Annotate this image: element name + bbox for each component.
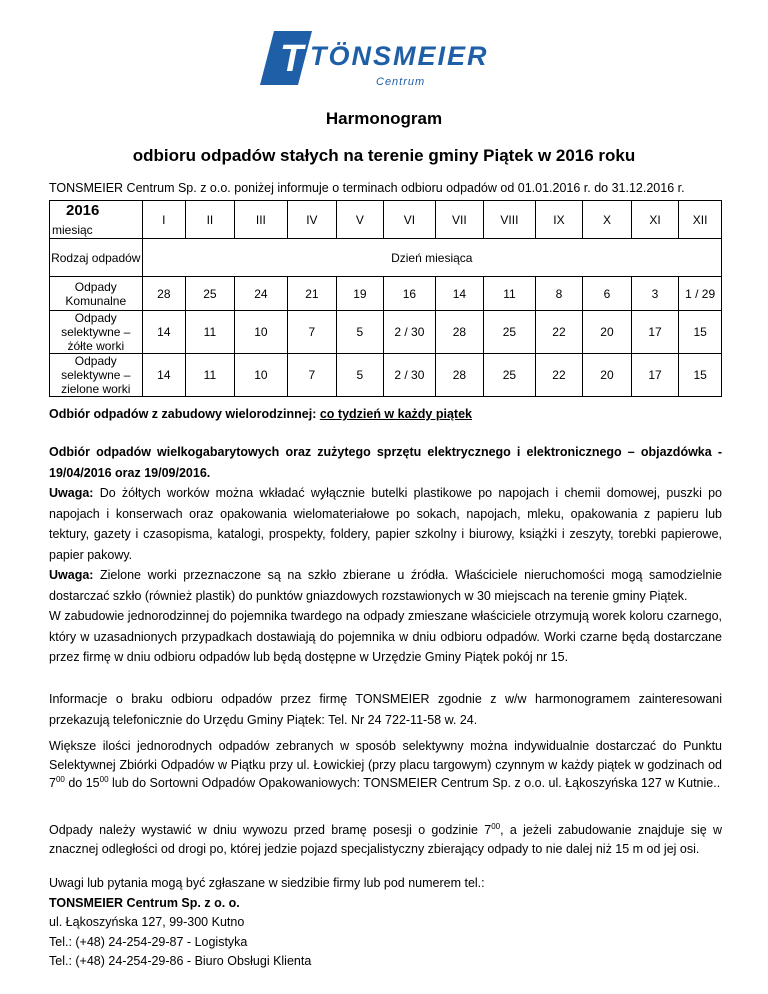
waste-type: Odpady selektywne – zielone worki [50,354,143,397]
month-header: VI [384,201,435,239]
day-cell: 5 [336,311,384,354]
month-header: X [583,201,632,239]
day-cell: 5 [336,354,384,397]
contact-block [49,874,485,972]
bulky-text: Odbiór odpadów wielkogabarytowych oraz zużytego sprzętu elektrycznego i elektronicznego – objazdówka - 19/04/2016 oraz 19/09/2016. [49,445,722,480]
day-cell: 20 [583,311,632,354]
contact-address: ul. Łąkoszyńska 127, 99-300 Kutno [49,915,245,929]
table-row-daylabel [50,239,722,277]
schedule-table [49,200,722,397]
table-row [50,277,722,311]
day-cell: 10 [234,354,287,397]
table-row [50,354,722,397]
yellow-note-text: Do żółtych worków można wkładać wyłącznie butelki plastikowe po napojach i chemii domowej, puszki po napojach i konserwach oraz opakowania wielomateriałowe po sokach, napojach, mleku, opakowania z papieru lub tektury, gazety i czasopisma, katalogi, prospekty, foldery, papier szkolny i biurowy, książki i zeszyty, torebki papierowe, papier pakowy. [49,486,722,562]
out-text-a: Odpady należy wystawić w dniu wywozu przed bramę posesji o godzinie 7 [49,823,492,837]
month-header: VIII [484,201,536,239]
day-cell: 2 / 30 [384,354,435,397]
day-cell: 10 [234,311,287,354]
multifamily-label: Odbiór odpadów z zabudowy wielorodzinnej: [49,407,317,421]
day-cell: 1 / 29 [679,277,722,311]
put-out-paragraph [49,821,722,858]
month-header: IV [288,201,337,239]
day-cell: 17 [631,311,679,354]
contact-phone-customer-service: Tel.: (+48) 24-254-29-86 - Biuro Obsługi Klienta [49,954,312,968]
day-cell: 7 [288,354,337,397]
day-cell: 15 [679,354,722,397]
day-cell: 7 [288,311,337,354]
punkt-sup-1: 00 [55,775,65,784]
day-cell: 3 [631,277,679,311]
day-cell: 14 [142,354,186,397]
day-cell: 15 [679,311,722,354]
day-cell: 6 [583,277,632,311]
day-cell: 28 [435,354,484,397]
day-cell: 25 [186,277,235,311]
bulky-waste-notice [49,442,722,483]
out-text-b: , a jeżeli zabudowanie znajduje się w znacznej odległości od drogi po, której jedzie pojazd specjalistyczny zbierający odpady to nie dalej niż 15 m od jej osi. [49,823,722,856]
punkt-text-b: do 15 [64,776,100,790]
day-cell: 25 [484,311,536,354]
contact-phone-logistics: Tel.: (+48) 24-254-29-87 - Logistyka [49,934,248,949]
month-label: miesiąc [52,223,93,237]
black-bags-paragraph: W zabudowie jednorodzinnej do pojemnika twardego na odpady zmieszane właściciele otrzymują worek koloru czarnego, który w uzasadnionych przypadkach dostawiają do pojemnika w dniu odbioru odpadów. Worki czarne będą dostarczane przez firmę w dniu odbioru odpadów lub będą dostępne w Urzędzie Gminy Piątek pokój nr 15. [49,609,722,664]
day-cell: 11 [484,277,536,311]
day-cell: 19 [336,277,384,311]
year-label: 2016 [66,202,100,219]
day-cell: 21 [288,277,337,311]
year-month-cell [50,201,143,239]
table-row-months [50,201,722,239]
month-header: V [336,201,384,239]
logo-t-letter: T [280,38,304,80]
month-header: III [234,201,287,239]
waste-type: Odpady Komunalne [50,277,143,311]
month-header: XII [679,201,722,239]
multifamily-value: co tydzień w każdy piątek [319,407,472,421]
multifamily-pickup [49,407,472,421]
month-header: IX [535,201,583,239]
logo-brand-text: TÖNSMEIER [310,41,489,71]
day-cell: 20 [583,354,632,397]
tonsmeier-logo [258,27,528,89]
day-cell: 8 [535,277,583,311]
note-label: Uwaga: [49,568,94,582]
intro-text: TONSMEIER Centrum Sp. z o.o. poniżej informuje o terminach odbioru odpadów od 01.01.2016 r. do 31.12.2016 r. [49,181,685,195]
punkt-text-a: Większe ilości jednorodnych odpadów zebranych w sposób selektywny można indywidualnie dostarczać do Punktu Selektywnej Zbiórki Odpadów w Piątku przy ul. Łowickiej (przy placu targowym) czynnym w każdy piątek w godzinach od 7 [49,739,722,790]
document-title: Harmonogram [325,109,443,128]
month-header: VII [435,201,484,239]
day-cell: 16 [384,277,435,311]
day-cell: 28 [142,277,186,311]
document-subtitle: odbioru odpadów stałych na terenie gminy Piątek w 2016 roku [132,146,636,165]
day-cell: 11 [186,311,235,354]
out-sup: 00 [491,822,501,831]
table-row [50,311,722,354]
note-label: Uwaga: [49,486,94,500]
day-cell: 28 [435,311,484,354]
punkt-text-c: lub do Sortowni Odpadów Opakowaniowych: TONSMEIER Centrum Sp. z o.o. ul. Łąkoszyńska 127 w Kutnie.. [108,776,721,790]
yellow-bags-note [49,483,722,565]
day-cell: 22 [535,354,583,397]
day-cell: 17 [631,354,679,397]
contact-intro: Uwagi lub pytania mogą być zgłaszane w siedzibie firmy lub pod numerem tel.: [49,876,485,890]
month-header: I [142,201,186,239]
contact-company: TONSMEIER Centrum Sp. z o. o. [49,895,240,910]
month-header: XI [631,201,679,239]
day-cell: 14 [142,311,186,354]
logo-sub-text: Centrum [376,76,426,88]
day-cell: 25 [484,354,536,397]
missed-pickup-info: Informacje o braku odbioru odpadów przez firmę TONSMEIER zgodnie z w/w harmonogramem zainteresowani przekazują telefonicznie do Urzędu Gminy Piątek: Tel. Nr 24 722-11-58 w. 24. [49,692,722,727]
punkt-sup-2: 00 [99,775,109,784]
green-note-text: Zielone worki przeznaczone są na szkło zbierane u źródła. Właściciele nieruchomości mogą samodzielnie dostarczać szkło (również plastik) do punktów gniazdowych rozstawionych w 30 miejscach na terenie gminy Piątek. [49,568,722,603]
day-cell: 24 [234,277,287,311]
day-cell: 11 [186,354,235,397]
day-cell: 2 / 30 [384,311,435,354]
green-bags-note [49,565,722,606]
day-cell: 22 [535,311,583,354]
type-label: Rodzaj odpadów [50,239,143,277]
waste-type: Odpady selektywne – żółte worki [50,311,143,354]
day-of-month-label: Dzień miesiąca [142,239,721,277]
collection-point-paragraph [49,737,722,793]
month-header: II [186,201,235,239]
day-cell: 14 [435,277,484,311]
